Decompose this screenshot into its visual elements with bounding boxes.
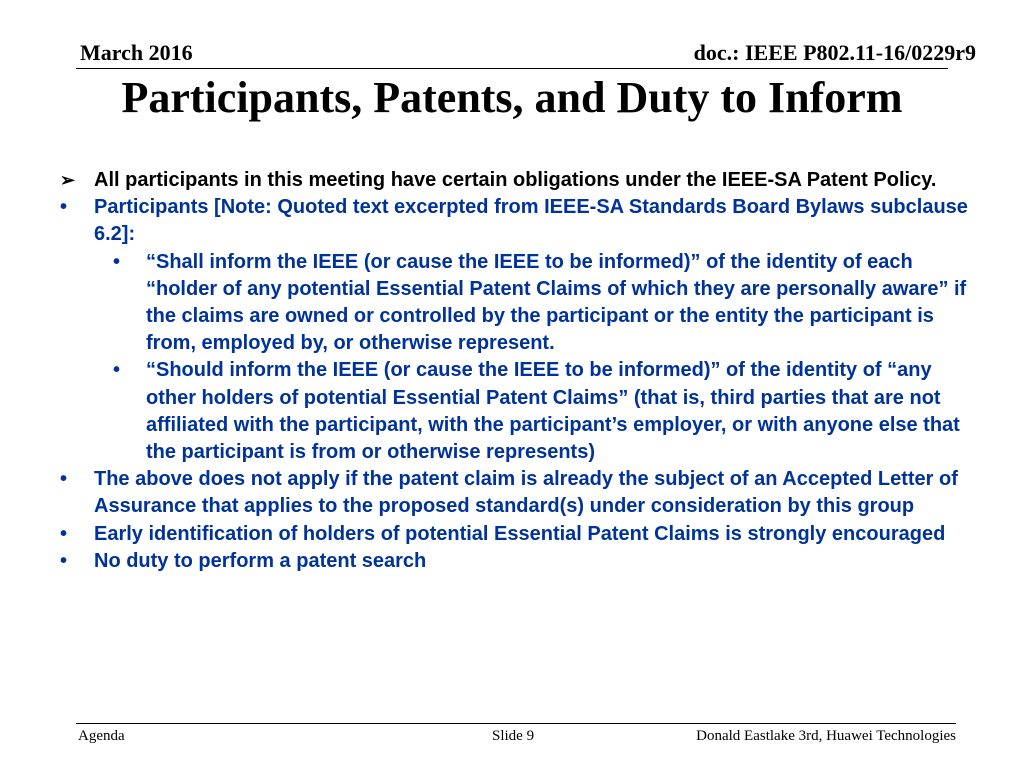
slide-body — [0, 167, 1024, 575]
bullet-early-identification — [0, 521, 974, 548]
footer-section: Agenda — [78, 728, 125, 744]
bullet-not-apply — [0, 466, 974, 520]
header-date: March 2016 — [80, 40, 193, 65]
bullet-early-identification-text: Early identification of holders of potential Essential Patent Claims is strongly encouraged — [94, 522, 946, 545]
bullet-no-search — [0, 548, 974, 575]
sub-bullet-shall-inform — [0, 249, 974, 358]
bullet-participants-text: Participants [Note: Quoted text excerpted from IEEE-SA Standards Board Bylaws subclause 6.2]: — [94, 196, 968, 246]
bullet-no-search-text: No duty to perform a patent search — [94, 549, 427, 572]
arrow-bullet-icon: ➢ — [60, 170, 76, 190]
dot-bullet-icon: • — [60, 196, 68, 219]
dot-bullet-icon: • — [113, 359, 121, 382]
footer-slide-number: Slide 9 — [492, 728, 535, 744]
bullet-participants — [0, 194, 974, 248]
bullet-not-apply-text: The above does not apply if the patent claim is already the subject of an Accepted Letter of Assurance that applies to the proposed standard(s) under consideration by this group — [94, 468, 958, 518]
bullet-intro-text: All participants in this meeting have certain obligations under the IEEE-SA Patent Policy. — [94, 169, 937, 191]
header-doc-id: doc.: IEEE P802.11-16/0229r9 — [693, 40, 976, 65]
dot-bullet-icon: • — [60, 522, 68, 545]
header-divider — [76, 68, 948, 69]
slide-title: Participants, Patents, and Duty to Inform — [121, 73, 903, 122]
sub-bullet-should-inform — [0, 357, 974, 466]
dot-bullet-icon: • — [60, 549, 68, 572]
dot-bullet-icon: • — [60, 468, 68, 491]
sub-bullet-should-inform-text: “Should inform the IEEE (or cause the IEEE to be informed)” of the identity of “any other holders of potential Essential Patent Claims” (that is, third parties that are not affiliated with the participant, with the participant’s employer, or with anyone else that the participant is from or otherwise represents) — [146, 359, 960, 464]
sub-bullet-shall-inform-text: “Shall inform the IEEE (or cause the IEEE to be informed)” of the identity of each “holder of any potential Essential Patent Claims of which they are personally aware” if the claims are owned or controlled by the participant or the entity the participant is from, employed by, or otherwise represent. — [146, 250, 967, 355]
footer-divider — [76, 723, 956, 724]
footer-author: Donald Eastlake 3rd, Huawei Technologies — [696, 728, 956, 744]
bullet-intro — [0, 167, 974, 194]
dot-bullet-icon: • — [113, 250, 121, 273]
